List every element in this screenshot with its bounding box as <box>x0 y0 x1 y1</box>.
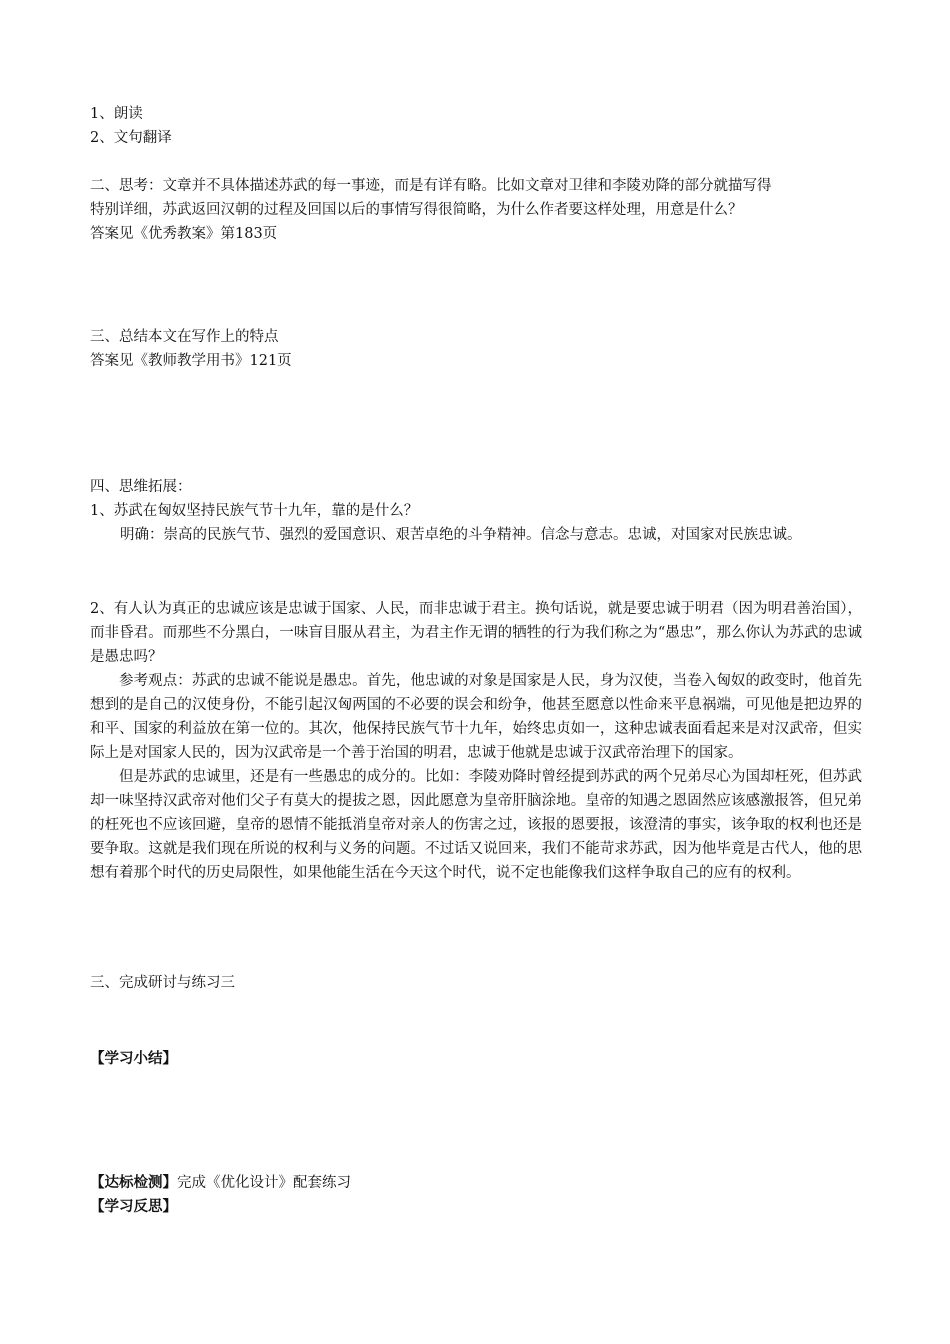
question-3-title: 三、总结本文在写作上的特点 <box>90 329 279 345</box>
check-label: 【达标检测】 <box>90 1175 177 1191</box>
question-4-reference-view-1: 参考观点：苏武的忠诚不能说是愚忠。首先，他忠诚的对象是国家是人民，身为汉使，当卷入匈奴的政变时，他首先想到的是自己的汉使身份，不能引起汉匈两国的不必要的误会和纷争，他甚至愿意以性命来平息祸端，可见他是把边界的和平、国家的利益放在第一位的。其次，他保持民族气节十九年，始终忠贞如一，这种忠诚表面看起来是对汉武帝，但实际上是对国家人民的，因为汉武帝是一个善于治国的明君，忠诚于他就是忠诚于汉武帝治理下的国家。 <box>90 673 862 761</box>
reflect-label: 【学习反思】 <box>90 1199 177 1215</box>
check-row <box>90 1173 865 1193</box>
question-2-line-1: 二、思考：文章并不具体描述苏武的每一事迹，而是有详有略。比如文章对卫律和李陵劝降的部分就描写得 <box>90 178 772 194</box>
question-4-sub-1: 1、苏武在匈奴坚持民族气节十九年，靠的是什么？ <box>90 503 419 519</box>
question-4-title: 四、思维拓展： <box>90 479 192 495</box>
question-4-sub-2: 2、有人认为真正的忠诚应该是忠诚于国家、人民，而非忠诚于君主。换句话说，就是要忠诚于明君（因为明君善治国），而非昏君。而那些不分黑白，一味盲目服从君主，为君主作无谓的牺牲的行为我们称之为“愚忠”，那么你认为苏武的忠诚是愚忠吗？ <box>90 601 862 665</box>
question-4-reference-view-2: 但是苏武的忠诚里，还是有一些愚忠的成分的。比如：李陵劝降时曾经提到苏武的两个兄弟尽心为国却枉死，但苏武却一味坚持汉武帝对他们父子有莫大的提拔之恩，因此愿意为皇帝肝脑涂地。皇帝的知遇之恩固然应该感激报答，但兄弟的枉死也不应该回避，皇帝的恩情不能抵消皇帝对亲人的伤害之过，该报的恩要报，该澄清的事实，该争取的权利也还是要争取。这就是我们现在所说的权利与义务的问题。不过话又说回来，我们不能苛求苏武，因为他毕竟是古代人，他的思想有着那个时代的历史局限性，如果他能生活在今天这个时代，说不定也能像我们这样争取自己的应有的权利。 <box>90 769 862 881</box>
item-translation: 2、文句翻译 <box>90 130 172 146</box>
item-reading: 1、朗读 <box>90 106 143 122</box>
question-2-answer: 答案见《优秀教案》第183页 <box>90 226 278 242</box>
check-text: 完成《优化设计》配套练习 <box>177 1175 351 1191</box>
question-2-line-2: 特别详细，苏武返回汉朝的过程及回国以后的事情写得很简略，为什么作者要这样处理，用意是什么？ <box>90 202 743 218</box>
question-4-sub-1-answer: 明确：崇高的民族气节、强烈的爱国意识、艰苦卓绝的斗争精神。信念与意志。忠诚，对国家对民族忠诚。 <box>120 527 802 543</box>
question-4-sub-2-block <box>90 597 862 885</box>
question-5: 三、完成研讨与练习三 <box>90 975 235 991</box>
summary-label: 【学习小结】 <box>90 1051 177 1067</box>
question-3-answer: 答案见《教师教学用书》121页 <box>90 353 292 369</box>
